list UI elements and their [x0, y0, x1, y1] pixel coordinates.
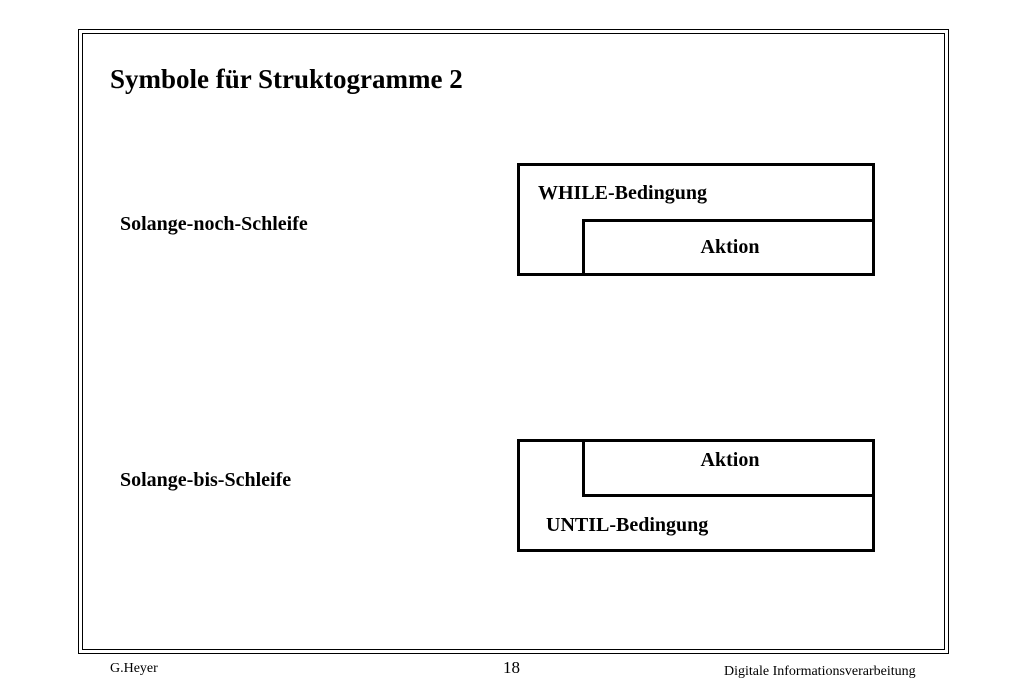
- until-action-box: [582, 439, 875, 497]
- until-loop-diagram: [517, 439, 875, 552]
- until-loop-label: Solange-bis-Schleife: [120, 469, 292, 491]
- slide-frame-inner: [82, 33, 945, 650]
- while-condition-text: WHILE-Bedingung: [538, 182, 707, 204]
- footer-course: Digitale Informationsverarbeitung: [724, 664, 916, 679]
- while-action-text: Aktion: [700, 236, 760, 258]
- until-condition-text: UNTIL-Bedingung: [546, 514, 709, 536]
- while-action-box: [582, 219, 875, 276]
- while-loop-label: Solange-noch-Schleife: [120, 213, 308, 235]
- slide-title: Symbole für Struktogramme 2: [110, 64, 463, 94]
- until-action-text: Aktion: [700, 449, 760, 471]
- footer-author: G.Heyer: [110, 661, 158, 676]
- footer-page-number: 18: [503, 658, 520, 677]
- while-loop-diagram: [517, 163, 875, 276]
